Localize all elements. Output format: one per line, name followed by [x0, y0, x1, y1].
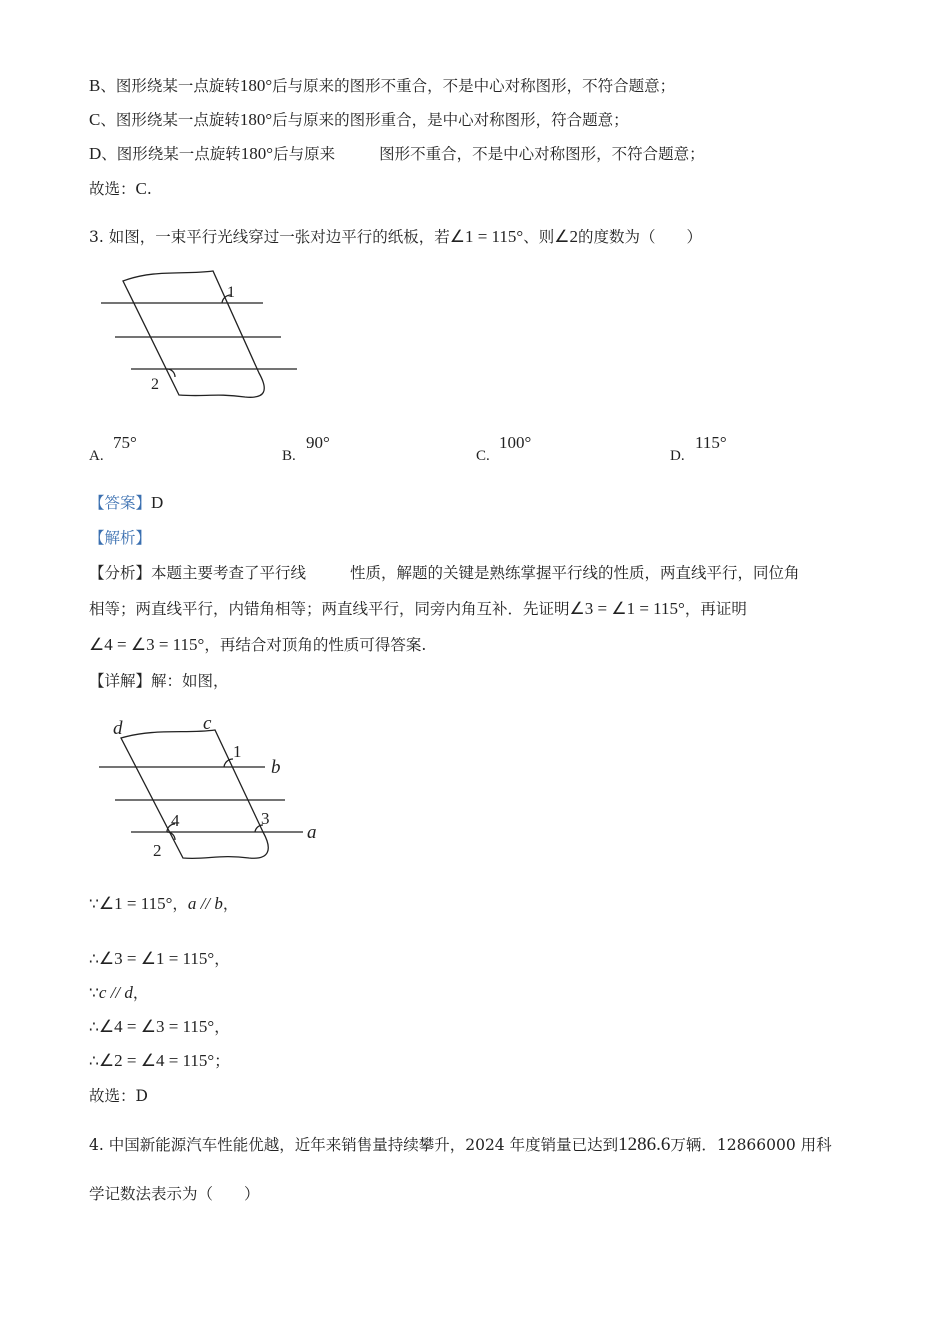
solution-step-1: ∵∠1 = 115°，a // b，	[89, 894, 239, 913]
solution-step-4: ∴∠4 = ∠3 = 115°，	[89, 1017, 230, 1036]
q2-conclusion: 故选：C.	[89, 179, 152, 198]
label-angle-4: 4	[171, 811, 180, 830]
q3-answer: 【答案】D	[89, 493, 164, 512]
option-d-letter: D.	[670, 448, 685, 464]
label-d: d	[113, 718, 123, 739]
option-b-letter: B.	[282, 448, 296, 464]
cardboard-outline	[121, 730, 268, 858]
option-c-explanation: C、图形绕某一点旋转180°后与原来的图形重合，是中心对称图形，符合题意；	[89, 110, 629, 129]
label-b: b	[271, 757, 281, 778]
label-c: c	[203, 713, 212, 734]
label-angle-2: 2	[151, 376, 159, 393]
q4-stem-line-1: 4. 中国新能源汽车性能优越，近年来销售量持续攀升，2024 年度销量已达到1286.6万辆．12866000 用科	[89, 1134, 832, 1155]
q4-stem-line-2: 学记数法表示为（ ）	[89, 1185, 260, 1203]
q3-conclusion: 故选：D	[89, 1087, 148, 1105]
solution-step-3: ∵c // d，	[89, 983, 149, 1002]
option-c-letter: C.	[476, 448, 490, 464]
q3-figure	[95, 265, 305, 405]
q3-solution-figure	[95, 712, 335, 872]
q3-analysis-line-1: 【分析】本题主要考查了平行线 性质，解题的关键是熟练掌握平行线的性质，两直线平行，同位角	[89, 564, 800, 582]
label-angle-1: 1	[233, 742, 242, 761]
option-a-letter: A.	[89, 448, 104, 464]
q3-analysis-line-3: ∠4 = ∠3 = 115°，再结合对顶角的性质可得答案.	[89, 635, 427, 654]
option-c-value: 100°	[499, 433, 532, 452]
option-d-explanation: D、图形绕某一点旋转180°后与原来 图形不重合，不是中心对称图形，不符合题意；	[89, 144, 705, 163]
q3-detail-heading: 【详解】解：如图，	[89, 672, 229, 690]
q3-stem: 3. 如图，一束平行光线穿过一张对边平行的纸板，若∠1 = 115°、则∠2的度数为（ ）	[89, 227, 702, 246]
cardboard-outline	[123, 271, 264, 397]
label-angle-1: 1	[227, 284, 235, 301]
option-d-value: 115°	[695, 433, 727, 452]
q3-analysis-line-2: 相等；两直线平行，内错角相等；两直线平行，同旁内角互补．先证明∠3 = ∠1 = 115°，再证明	[89, 599, 747, 618]
q3-analysis-heading: 【解析】	[89, 529, 152, 547]
option-b-value: 90°	[306, 433, 330, 452]
label-angle-3: 3	[261, 809, 270, 828]
option-b-explanation: B、图形绕某一点旋转180°后与原来的图形不重合，不是中心对称图形，不符合题意；	[89, 76, 676, 95]
solution-step-5: ∴∠2 = ∠4 = 115°；	[89, 1051, 230, 1070]
label-a: a	[307, 822, 317, 843]
label-angle-2: 2	[153, 841, 162, 860]
option-a-value: 75°	[113, 433, 137, 452]
solution-step-2: ∴∠3 = ∠1 = 115°，	[89, 949, 230, 968]
